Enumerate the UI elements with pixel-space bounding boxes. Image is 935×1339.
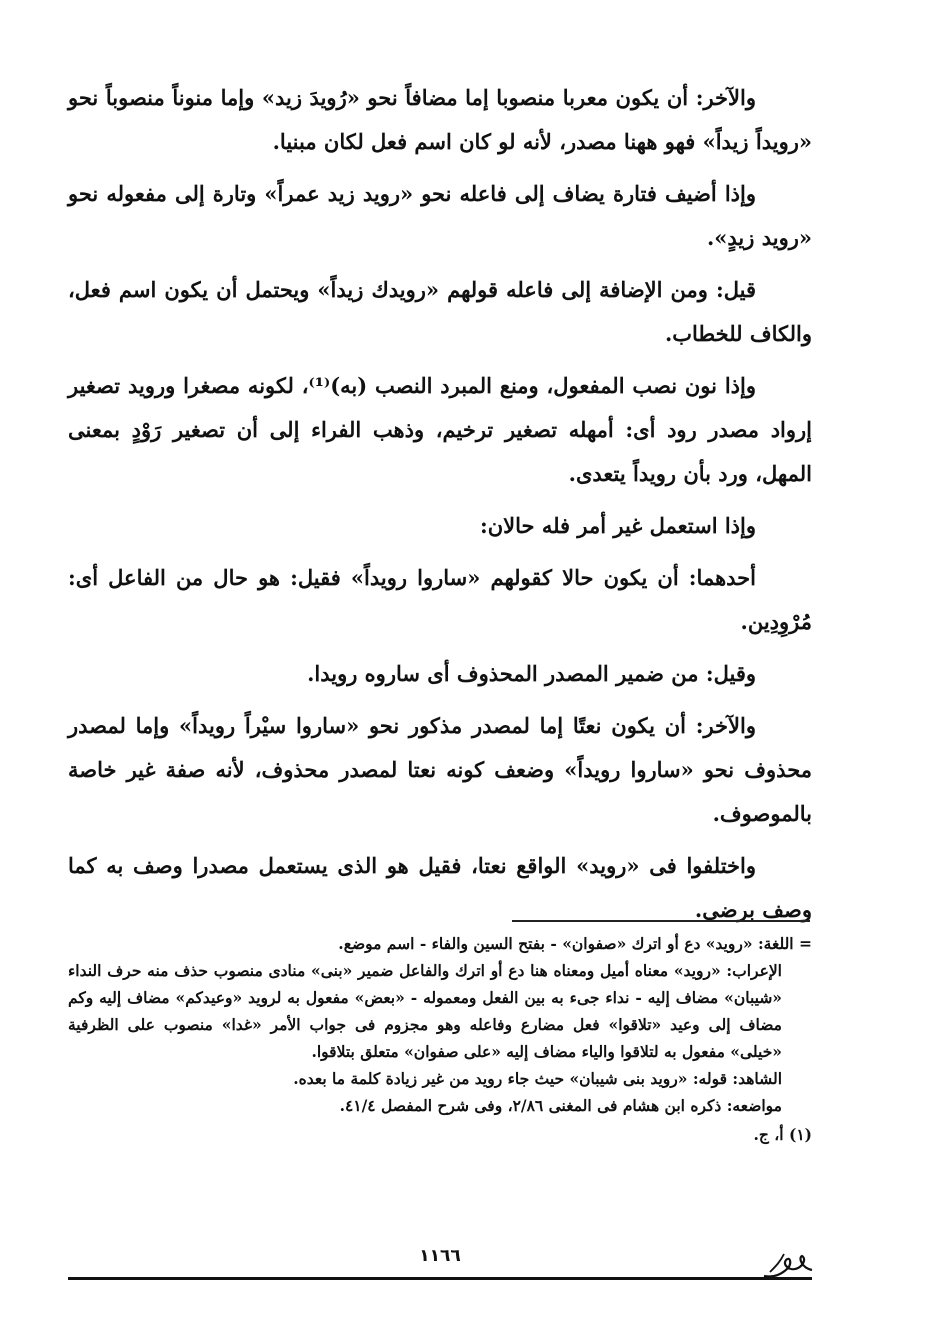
paragraph: وإذا أضيف فتارة يضاف إلى فاعله نحو «رويد زيد عمراً» وتارة إلى مفعوله نحو «رويد زيدٍ». xyxy=(68,181,812,250)
page-number: ١١٦٦ xyxy=(419,1246,461,1266)
paragraph: والآخر: أن يكون نعتًا إما لمصدر مذكور نحو «ساروا سيْراً رويداً» وإما لمصدر محذوف نحو «ساروا رويداً» وضعف كونه نعتا لمصدر محذوف، لأنه صفة غير خاصة بالموصوف. xyxy=(68,713,812,826)
paragraph: وإذا نون نصب المفعول، ومنع المبرد النصب (به)⁽¹⁾، لكونه مصغرا ورويد تصغير إرواد مصدر رود أى: أمهله تصغير ترخيم، وذهب الفراء إلى أن تصغير رَوْدٍ بمعنى المهل، ورد بأن رويداً يتعدى. xyxy=(68,373,812,486)
bottom-divider xyxy=(68,1277,812,1280)
footnotes xyxy=(68,930,812,1148)
paragraph: وإذا استعمل غير أمر فله حالان: xyxy=(479,513,756,538)
paragraph: وقيل: من ضمير المصدر المحذوف أى ساروه رويدا. xyxy=(307,661,756,686)
paragraph: قيل: ومن الإضافة إلى فاعله قولهم «رويدك زيداً» ويحتمل أن يكون اسم فعل، والكاف للخطاب. xyxy=(68,277,812,346)
paragraph: أحدهما: أن يكون حالا كقولهم «ساروا رويداً» فقيل: هو حال من الفاعل أى: مُرْوِدِين. xyxy=(68,565,812,634)
footnote-mawadi: مواضعه: ذكره ابن هشام فى المغنى ٢/٨٦، وفى شرح المفصل ٤١/٤. xyxy=(339,1096,782,1115)
footnote-shahid: الشاهد: قوله: «رويد بنى شيبان» حيث جاء رويد من غير زيادة كلمة ما بعده. xyxy=(293,1069,782,1088)
footnote-divider xyxy=(512,920,810,922)
footnote-lugha: = اللغة: «رويد» دع أو اترك «صفوان» - بفتح السين والفاء - اسم موضع. xyxy=(338,934,812,953)
main-text xyxy=(68,76,812,940)
paragraph: واختلفوا فى «رويد» الواقع نعتا، فقيل هو الذى يستعمل مصدرا وصف به كما وصف برضى. xyxy=(68,853,812,922)
paragraph: والآخر: أن يكون معربا منصوبا إما مضافاً نحو «رُويدَ زيد» وإما منوناً منصوباً نحو «رويداً زيداً» فهو ههنا مصدر، لأنه لو كان اسم فعل لكان مبنيا. xyxy=(68,85,812,154)
footnote-irab: الإعراب: «رويد» معناه أميل ومعناه هنا دع أو اترك والفاعل ضمير «بنى» منادى منصوب حذف منه حرف النداء «شيبان» مضاف إليه - نداء جىء به بين الفعل ومعموله - «بعض» مفعول به لرويد «وعيدكم» مضاف إليه وكم مضاف إلى وعيد «تلاقوا» فعل مضارع وفاعله وهو مجزوم فى جواب الأمر «غدا» منصوب على الظرفية «خيلى» مفعول به لتلاقوا والياء مضاف إليه «على صفوان» متعلق بتلاقوا. xyxy=(68,961,782,1061)
footnote-ref-1: (١) أ، ج. xyxy=(753,1125,812,1144)
